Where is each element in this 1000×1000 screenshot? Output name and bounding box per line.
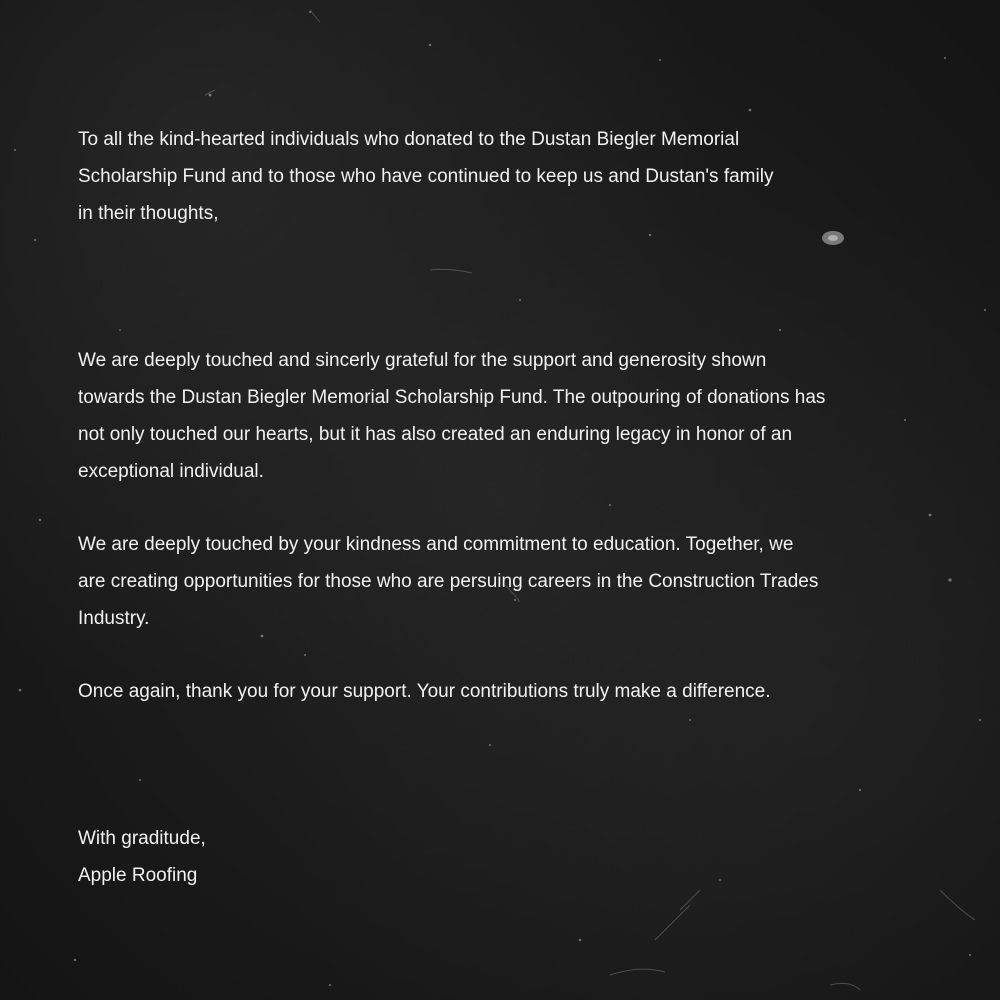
paragraph-education: We are deeply touched by your kindness and commitment to education. Together, we are creating opportunities for those who are persuing careers in the Construction Trades Industry. bbox=[78, 534, 819, 629]
closing-line: With graditude, bbox=[78, 828, 206, 849]
letter-body bbox=[78, 121, 938, 894]
salutation: To all the kind-hearted individuals who donated to the Dustan Biegler Memorial Scholarship Fund and to those who have continued to keep us and Dustan's family in their thoughts, bbox=[78, 129, 774, 224]
paragraph-thanks: Once again, thank you for your support. Your contributions truly make a difference. bbox=[78, 681, 771, 702]
paragraph-gratitude: We are deeply touched and sincerly grateful for the support and generosity shown towards the Dustan Biegler Memorial Scholarship Fund. The outpouring of donations has not only touched our hearts, but it has also created an enduring legacy in honor of an exceptional individual. bbox=[78, 350, 826, 482]
signature: Apple Roofing bbox=[78, 865, 198, 886]
